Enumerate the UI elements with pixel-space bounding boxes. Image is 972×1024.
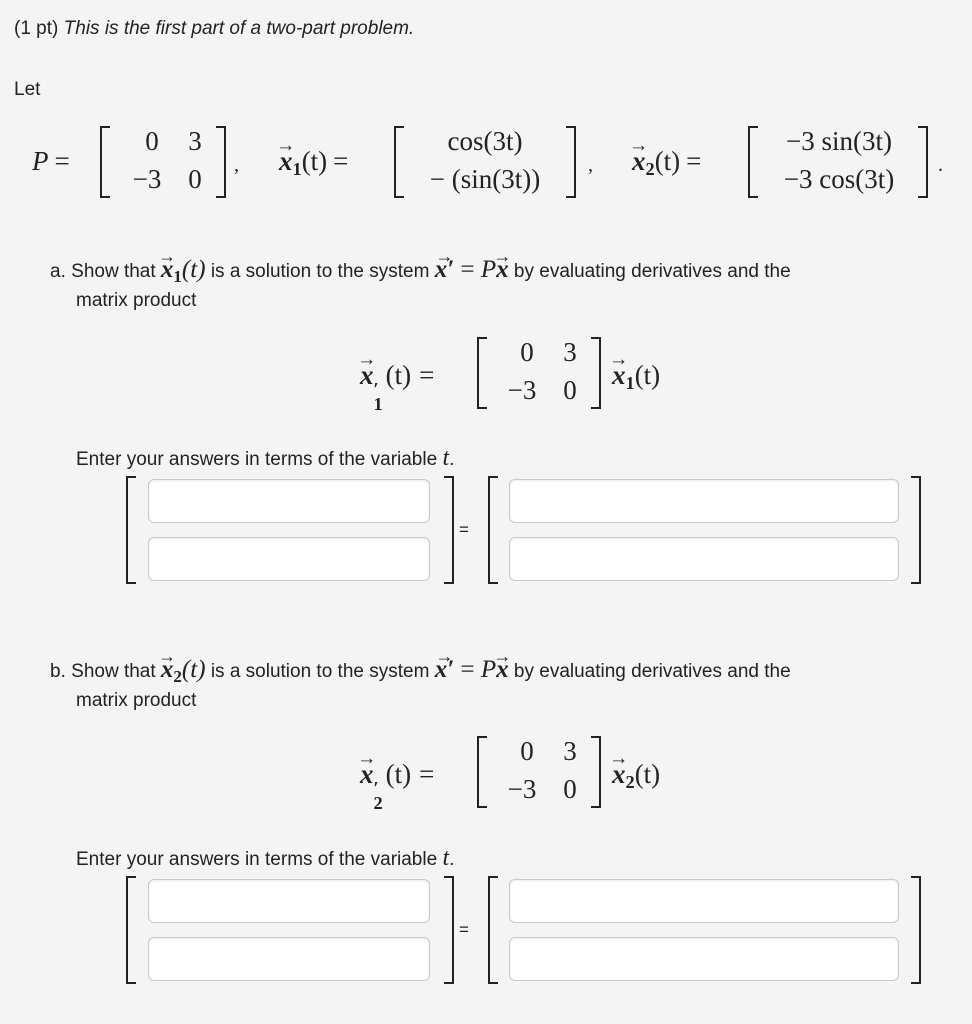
part-b-lhs-input-1[interactable] [148, 879, 430, 923]
part-b-line2: matrix product [76, 690, 197, 711]
part-b-matrix-cell: −3 [507, 774, 537, 804]
x2-right-bracket [918, 126, 928, 198]
period: . [938, 154, 943, 176]
part-b-rhs-input-1[interactable] [509, 879, 899, 923]
part-a-rhs-input-2[interactable] [509, 537, 899, 581]
part-a-equals-sign: = [459, 520, 469, 539]
part-b-matrix-cell: 0 [520, 736, 534, 766]
part-a-line2: matrix product [76, 290, 197, 311]
x2-entry: −3 cos(3t) [783, 164, 895, 194]
part-b-lhs-left-bracket [126, 876, 136, 984]
comma: , [588, 154, 593, 176]
part-a-lhs-left-bracket [126, 476, 136, 584]
let-label: Let [14, 79, 41, 100]
part-a-matrix-cell: 0 [520, 337, 534, 367]
part-a-matrix-cell: −3 [507, 375, 537, 405]
part-a-instructions: Enter your answers in terms of the variable t. [76, 445, 455, 471]
part-b-matrix-cell: 0 [563, 774, 577, 804]
part-b-lhs-right-bracket [444, 876, 454, 984]
part-a-display-lhs: → x ′ 1 (t) = [360, 360, 434, 390]
part-a-lhs-right-bracket [444, 476, 454, 584]
part-a-rhs-left-bracket [488, 476, 498, 584]
part-a-matrix-right-bracket [591, 337, 601, 409]
x2-label: → $x_2(t)$ = [632, 146, 701, 184]
part-a-display-rhs: → $x_1(t)$ [612, 360, 660, 398]
intro-text: This is the first part of a two-part problem. [63, 18, 415, 39]
p-matrix-cell: 3 [188, 126, 202, 156]
points-label: (1 pt) [14, 18, 59, 39]
part-b-matrix-left-bracket [477, 736, 487, 808]
x1-left-bracket [394, 126, 404, 198]
x1-entry: − (sin(3t)) [429, 164, 541, 194]
comma: , [234, 154, 239, 176]
part-a-matrix-left-bracket [477, 337, 487, 409]
part-b-rhs-right-bracket [911, 876, 921, 984]
part-a-matrix-cell: 3 [563, 337, 577, 367]
part-b-lhs-input-2[interactable] [148, 937, 430, 981]
x2-entry: −3 sin(3t) [786, 126, 892, 156]
part-b-display-lhs: → x ′ 2 (t) = [360, 759, 434, 789]
part-a-rhs-input-1[interactable] [509, 479, 899, 523]
part-a-line1: a. Show that → $x_1(t)$ is a solution to the system → x′ = P→ x by evaluating derivatives and the [50, 258, 791, 289]
part-b-line1: b. Show that → $x_2(t)$ is a solution to the system → x′ = P→ x by evaluating derivatives and the [50, 658, 791, 689]
p-matrix-cell: 0 [145, 126, 159, 156]
p-matrix-cell: 0 [188, 164, 202, 194]
x1-right-bracket [566, 126, 576, 198]
part-b-equals-sign: = [459, 920, 469, 939]
p-matrix-left-bracket [100, 126, 110, 198]
part-b-display-rhs: → $x_2(t)$ [612, 759, 660, 797]
part-b-instructions: Enter your answers in terms of the variable t. [76, 845, 455, 871]
part-b-rhs-left-bracket [488, 876, 498, 984]
x1-entry: cos(3t) [447, 126, 523, 156]
part-a-lhs-input-2[interactable] [148, 537, 430, 581]
p-label: P = [32, 146, 70, 176]
x1-label: → $x_1(t)$ = [279, 146, 348, 184]
x2-left-bracket [748, 126, 758, 198]
p-matrix-right-bracket [216, 126, 226, 198]
part-a-lhs-input-1[interactable] [148, 479, 430, 523]
part-b-matrix-cell: 3 [563, 736, 577, 766]
part-a-matrix-cell: 0 [563, 375, 577, 405]
part-a-rhs-right-bracket [911, 476, 921, 584]
problem-header [14, 17, 414, 41]
p-matrix-cell: −3 [132, 164, 162, 194]
part-b-matrix-right-bracket [591, 736, 601, 808]
part-b-rhs-input-2[interactable] [509, 937, 899, 981]
